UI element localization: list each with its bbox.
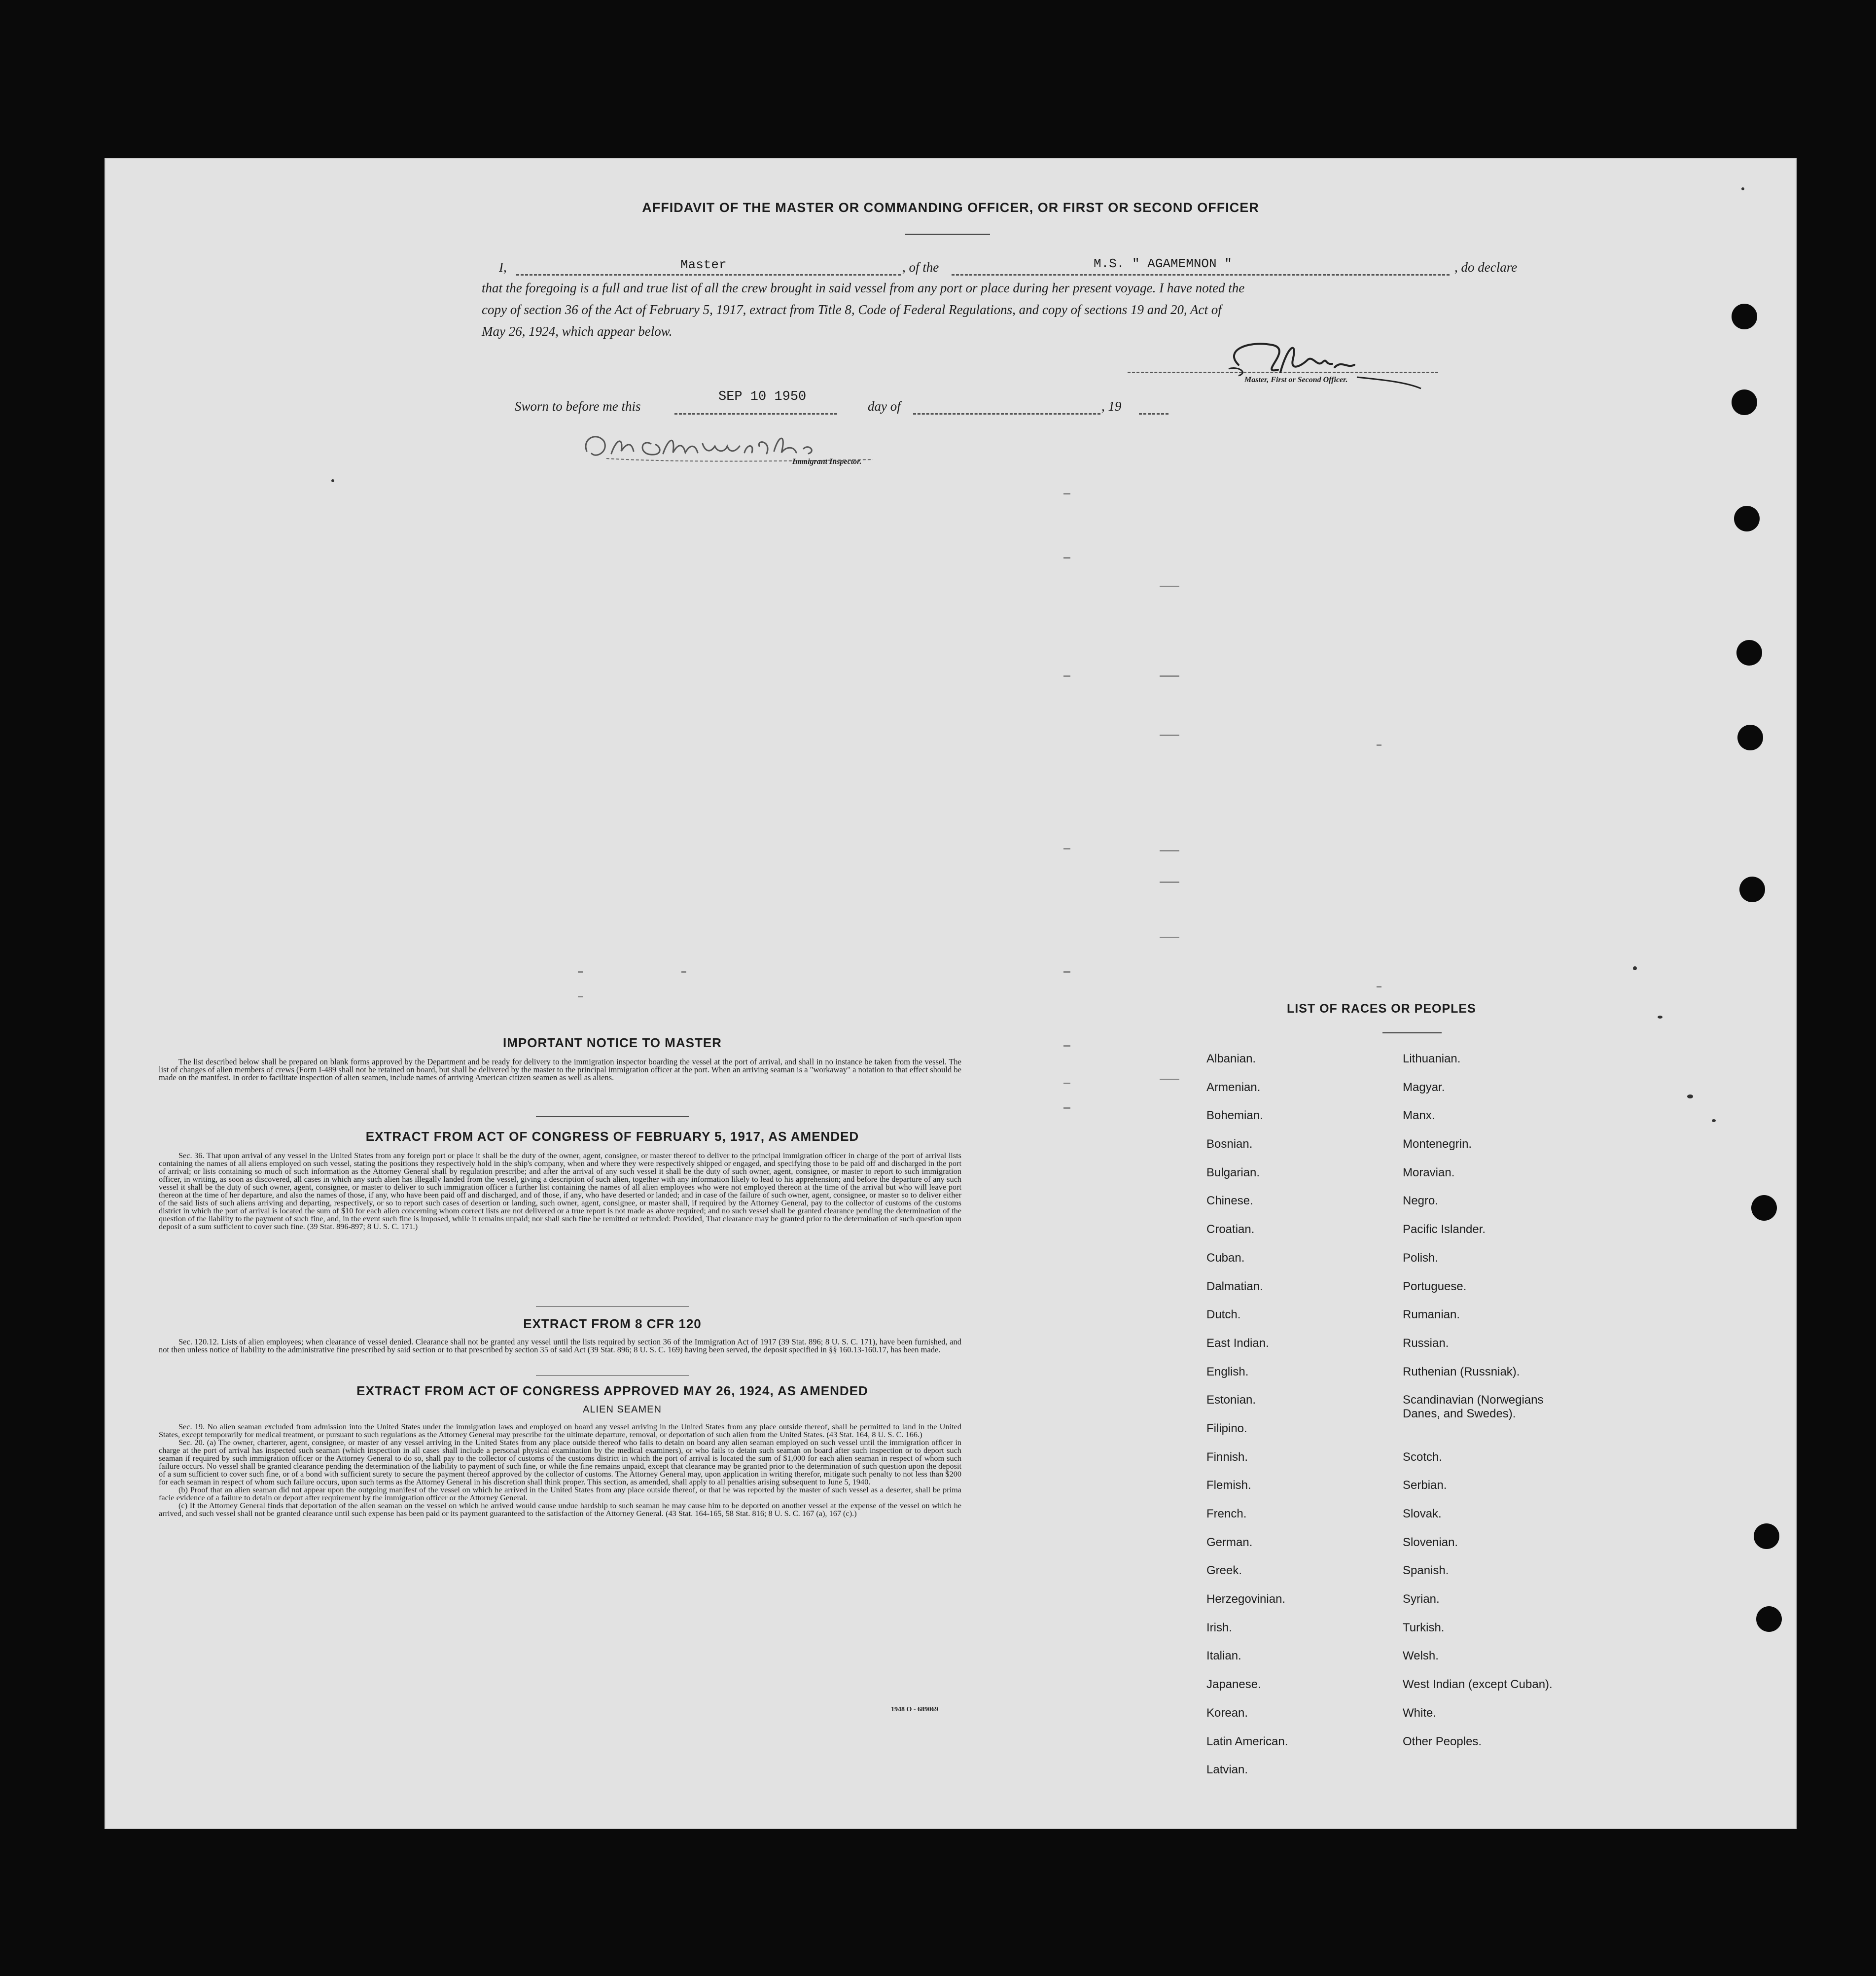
races-column-2 <box>1403 1052 1629 1763</box>
inspector-signature-caption: Immigrant Inspector. <box>792 458 862 466</box>
column-mark <box>1063 557 1070 559</box>
extract-1924-text <box>159 1423 961 1517</box>
punch-hole <box>1736 640 1762 666</box>
punch-hole <box>1734 506 1760 531</box>
column-mark <box>1160 675 1179 677</box>
race-item: Polish. <box>1403 1251 1439 1265</box>
column-mark <box>1160 882 1179 883</box>
sworn-label: Sworn to before me this <box>515 399 641 414</box>
extract-1917-text <box>159 1152 961 1231</box>
ink-speck <box>1658 1016 1663 1019</box>
race-item: Serbian. <box>1403 1479 1447 1492</box>
race-item: Finnish. <box>1206 1450 1248 1464</box>
race-item: White. <box>1403 1706 1437 1720</box>
race-item: Dalmatian. <box>1206 1279 1263 1293</box>
affidavit-body-line-1: that the foregoing is a full and true list of all the crew brought in said vessel from any port or place during her present voyage. I have noted the <box>482 281 1245 295</box>
manifest-page <box>105 158 1797 1829</box>
title-rule <box>905 234 990 235</box>
column-mark <box>578 996 583 997</box>
column-mark <box>1377 744 1381 746</box>
column-mark <box>1063 1107 1070 1109</box>
column-mark <box>1160 735 1179 736</box>
sworn-date-stamp: SEP 10 1950 <box>718 389 807 404</box>
affidavit-title: AFFIDAVIT OF THE MASTER OR COMMANDING OFFICER, OR FIRST OR SECOND OFFICER <box>642 200 1259 215</box>
race-item: Bosnian. <box>1206 1137 1253 1151</box>
month-field-line <box>913 413 1100 415</box>
race-item: Moravian. <box>1403 1165 1455 1179</box>
race-item: French. <box>1206 1507 1247 1520</box>
race-item: Slovak. <box>1403 1507 1442 1520</box>
year-label: , 19 <box>1101 399 1122 414</box>
races-column-1 <box>1206 1052 1394 1792</box>
year-field-line <box>1139 413 1168 415</box>
ink-speck <box>1741 187 1744 190</box>
race-item: Herzegovinian. <box>1206 1592 1286 1606</box>
sworn-date-line <box>674 413 837 415</box>
race-item: Flemish. <box>1206 1479 1251 1492</box>
affidavit-body-line-3: May 26, 1924, which appear below. <box>482 324 673 339</box>
race-item: Rumanian. <box>1403 1308 1460 1322</box>
race-item: Cuban. <box>1206 1251 1245 1265</box>
vessel-field-line <box>952 274 1450 276</box>
race-item <box>1403 1422 1629 1450</box>
race-item: Filipino. <box>1206 1421 1247 1435</box>
extract-cfr-text <box>159 1338 961 1354</box>
race-item: Latvian. <box>1206 1763 1248 1777</box>
race-item: Bohemian. <box>1206 1109 1263 1123</box>
race-item: Russian. <box>1403 1336 1449 1350</box>
race-item: Manx. <box>1403 1109 1435 1123</box>
race-item: Scotch. <box>1403 1450 1443 1464</box>
extract-1924-sec-20b: (b) Proof that an alien seaman did not appear upon the outgoing manifest of the vessel on which he arrived in the United States from any place outside thereof, or that he was reported by the master of such vessel as a deserter, shall be prima facie evidence of a failure to detain or deport after requirement by the immigration officer or the Attorney General. <box>159 1485 961 1502</box>
race-item: Latin American. <box>1206 1734 1288 1748</box>
column-mark <box>1063 848 1070 849</box>
extract-1924-subtitle: ALIEN SEAMEN <box>583 1404 662 1415</box>
extract-cfr-paragraph: Sec. 120.12. Lists of alien employees; when clearance of vessel denied. Clearance shall not be granted any vessel until the lists required by section 36 of the Immigration Act of 1917 (39 Stat. 896; 8 U. S. C. 171), have been furnished, and not then unless notice of liability to the administrative fine prescribed by said section or to that prescribed by section 35 of said Act (39 Stat. 896; 8 U. S. C. 169) having been served, the deposit specified in §§ 160.13-160.17, has been made. <box>159 1337 961 1354</box>
day-of-label: day of <box>868 399 901 414</box>
notice-rule <box>536 1116 689 1117</box>
races-rule <box>1382 1032 1442 1033</box>
ink-speck <box>331 479 334 482</box>
race-item: Montenegrin. <box>1403 1137 1472 1151</box>
race-item: West Indian (except Cuban). <box>1403 1678 1553 1692</box>
column-mark <box>1063 675 1070 677</box>
vessel-field[interactable]: M.S. " AGAMEMNON " <box>1094 256 1232 271</box>
notice-paragraph: The list described below shall be prepared on blank forms approved by the Department and be ready for delivery to the immigration inspector boarding the vessel at the port of arrival, and shall in no instance be taken from the vessel. The list of changes of alien members of crews (Form I-489 shall not be retained on board, but shall be delivered by the master to the principal immigration officer at the port. When an arriving seaman is a "workaway" a notation to that effect should be made on the manifest. In order to facilitate inspection of alien seamen, include names of arriving American citizen seamen as well as aliens. <box>159 1057 961 1082</box>
ink-speck <box>1633 966 1637 970</box>
race-item: Scandinavian (Norwegians Danes, and Swedes). <box>1403 1393 1544 1421</box>
race-item: Greek. <box>1206 1564 1242 1578</box>
race-item: Bulgarian. <box>1206 1165 1260 1179</box>
race-item: Welsh. <box>1403 1649 1439 1663</box>
of-the-label: , of the <box>902 260 939 275</box>
extract-1917-title: EXTRACT FROM ACT OF CONGRESS OF FEBRUARY 5, 1917, AS AMENDED <box>365 1129 859 1144</box>
affidavit-body-line-2: copy of section 36 of the Act of February 5, 1917, extract from Title 8, Code of Federal Regulations, and copy of sections 19 and 20, Act of <box>482 302 1222 317</box>
ink-speck <box>1687 1094 1693 1098</box>
column-mark <box>1160 1079 1179 1080</box>
extract-cfr-title: EXTRACT FROM 8 CFR 120 <box>523 1316 702 1331</box>
extract-1917-paragraph: Sec. 36. That upon arrival of any vessel in the United States from any foreign port or place it shall be the duty of the owner, agent, consignee, or master thereof to deliver to the principal immigration officer in charge of the port of arrival lists containing the names of all aliens employed on such vessel, stating the positions they respectively hold in the ship's company, when and where they were respectively shipped or engaged, and specifying those to be paid off and discharged in the port of arrival; or lists containing so much of such information as the Attorney General shall by regulation prescribe; and after the arrival of any such vessel it shall be the duty of such owner, agent, consignee, or master to report to such immigration officer, in writing, as soon as discovered, all cases in which any such alien has illegally landed from the vessel, giving a description of such alien, together with any information likely to lead to his apprehension; and before the departure of any such vessel it shall be the duty of such owner, agent, consignee, or master to deliver to such immigration officer a further list containing the names of all alien employees who were not employed thereon at the time of the arrival but who will leave port thereon at the time of her departure, and also the names of those, if any, who have been paid off and discharged, and of those, if any, who have deserted or landed; and in case of the failure of such owner, agent, consignee, or master so to deliver either of the said lists of such aliens arriving and departing, respectively, or so to report such cases of desertion or landing, such owner, agent, consignee, or master shall, if required by the Attorney General, pay to the collector of customs of the customs district in which the port of arrival is located the sum of $10 for each alien concerning whom correct lists are not delivered or a true report is not made as above required; and no such vessel shall be granted clearance pending the determination of the question of the liability to the payment of such fine, and, in the event such fine is imposed, while it remains unpaid; nor shall such fine be remitted or refunded: Provided, That clearance may be granted prior to the determination of such question upon deposit of a sum sufficient to cover such fine. (39 Stat. 896-897; 8 U. S. C. 171.) <box>159 1151 961 1231</box>
print-code: 1948 O - 689069 <box>891 1706 939 1713</box>
race-item: Dutch. <box>1206 1308 1241 1322</box>
punch-hole <box>1732 389 1757 415</box>
race-item: Syrian. <box>1403 1592 1440 1606</box>
punch-hole <box>1756 1606 1782 1632</box>
race-item: Pacific Islander. <box>1403 1223 1486 1236</box>
race-item: Italian. <box>1206 1649 1241 1663</box>
race-item: Japanese. <box>1206 1678 1261 1692</box>
race-item: Turkish. <box>1403 1621 1445 1634</box>
i-label: I, <box>499 260 507 275</box>
column-mark <box>1063 493 1070 494</box>
race-item: German. <box>1206 1535 1253 1549</box>
notice-title: IMPORTANT NOTICE TO MASTER <box>503 1035 722 1050</box>
master-signature-caption: Master, First or Second Officer. <box>1244 376 1348 384</box>
races-title: LIST OF RACES OR PEOPLES <box>1287 1002 1476 1016</box>
race-item: Croatian. <box>1206 1223 1255 1236</box>
race-item: Korean. <box>1206 1706 1248 1720</box>
race-item: Irish. <box>1206 1621 1233 1634</box>
declare-label: , do declare <box>1454 260 1518 275</box>
punch-hole <box>1732 304 1757 329</box>
race-item: Lithuanian. <box>1403 1052 1461 1065</box>
race-item: Albanian. <box>1206 1052 1256 1065</box>
race-item: Magyar. <box>1403 1080 1445 1094</box>
column-mark <box>1063 971 1070 973</box>
race-item: Negro. <box>1403 1194 1439 1208</box>
race-item: English. <box>1206 1365 1249 1378</box>
column-mark <box>1160 937 1179 938</box>
race-item: Ruthenian (Russniak). <box>1403 1365 1520 1378</box>
race-item: Portuguese. <box>1403 1279 1467 1293</box>
extract-1924-title: EXTRACT FROM ACT OF CONGRESS APPROVED MAY 26, 1924, AS AMENDED <box>356 1383 868 1398</box>
extract-1924-sec-20c: (c) If the Attorney General finds that deportation of the alien seaman on the vessel on which he arrived would cause undue hardship to such seaman he may cause him to be deported on another vessel at the expense of the vessel on which he arrived, and such vessel shall not be granted clearance until such expense has been paid or its payment guaranteed to the satisfaction of the Attorney General. (43 Stat. 164-165, 58 Stat. 816; 8 U. S. C. 167 (a), 167 (c).) <box>159 1501 961 1518</box>
race-item: Chinese. <box>1206 1194 1253 1208</box>
column-mark <box>681 971 686 973</box>
punch-hole <box>1751 1195 1777 1221</box>
race-item: Other Peoples. <box>1403 1734 1482 1748</box>
extract-1924-sec-20a: Sec. 20. (a) The owner, charterer, agent, consignee, or master of any vessel arriving in the United States from any place outside thereof who fails to detain on board any alien seaman employed on such vessel until the immigration officer in charge at the port of arrival has inspected such seaman (which inspection in all cases shall include a personal physical examination by the medical examiners), or who fails to detain such seaman on board after such inspection or to deport such seaman if required by such immigration officer or the Attorney General to do so, shall pay to the collector of customs of the customs district in which the port of arrival is located the sum of $1,000 for each alien seaman in respect of whom such failure occurs. No vessel shall be granted clearance pending the determination of the liability to payment of such fine, or while the fine remains unpaid, except that clearance may be granted prior to the determination of such question upon the deposit of a sum sufficient to cover such fine, or of a bond with sufficient surety to secure the payment thereof approved by the collector of customs. The Attorney General may, upon application in writing therefor, mitigate such penalty to not less than $200 for each seaman in respect of whom such failure occurs, upon such terms as the Attorney General in his discretion shall think proper. This section, as amended, shall apply to all penalties arising subsequent to June 5, 1940. <box>159 1438 961 1486</box>
column-mark <box>1063 1083 1070 1084</box>
race-item: Estonian. <box>1206 1393 1256 1407</box>
punch-hole <box>1737 725 1763 750</box>
ink-speck <box>1712 1119 1716 1122</box>
race-item: Spanish. <box>1403 1564 1449 1578</box>
column-mark <box>1063 1045 1070 1047</box>
race-item: East Indian. <box>1206 1336 1269 1350</box>
race-item: Slovenian. <box>1403 1535 1458 1549</box>
punch-hole <box>1739 877 1765 902</box>
column-mark <box>1377 986 1381 988</box>
column-mark <box>1160 850 1179 851</box>
name-field[interactable]: Master <box>680 257 727 272</box>
extract-1924-sec-19: Sec. 19. No alien seaman excluded from admission into the United States under the immigration laws and employed on board any vessel arriving in the United States from any place outside thereof, shall be permitted to land in the United States, except temporarily for medical treatment, or pursuant to such regulations as the Attorney General may prescribe for the ultimate departure, removal, or deportation of such alien from the United States. (43 Stat. 164, 8 U. S. C. 166.) <box>159 1422 961 1439</box>
punch-hole <box>1754 1523 1779 1549</box>
column-mark <box>1160 586 1179 587</box>
name-field-line <box>516 274 901 276</box>
column-mark <box>578 971 583 973</box>
race-item: Armenian. <box>1206 1080 1261 1094</box>
notice-text <box>159 1058 961 1082</box>
extract-1917-rule <box>536 1306 689 1307</box>
